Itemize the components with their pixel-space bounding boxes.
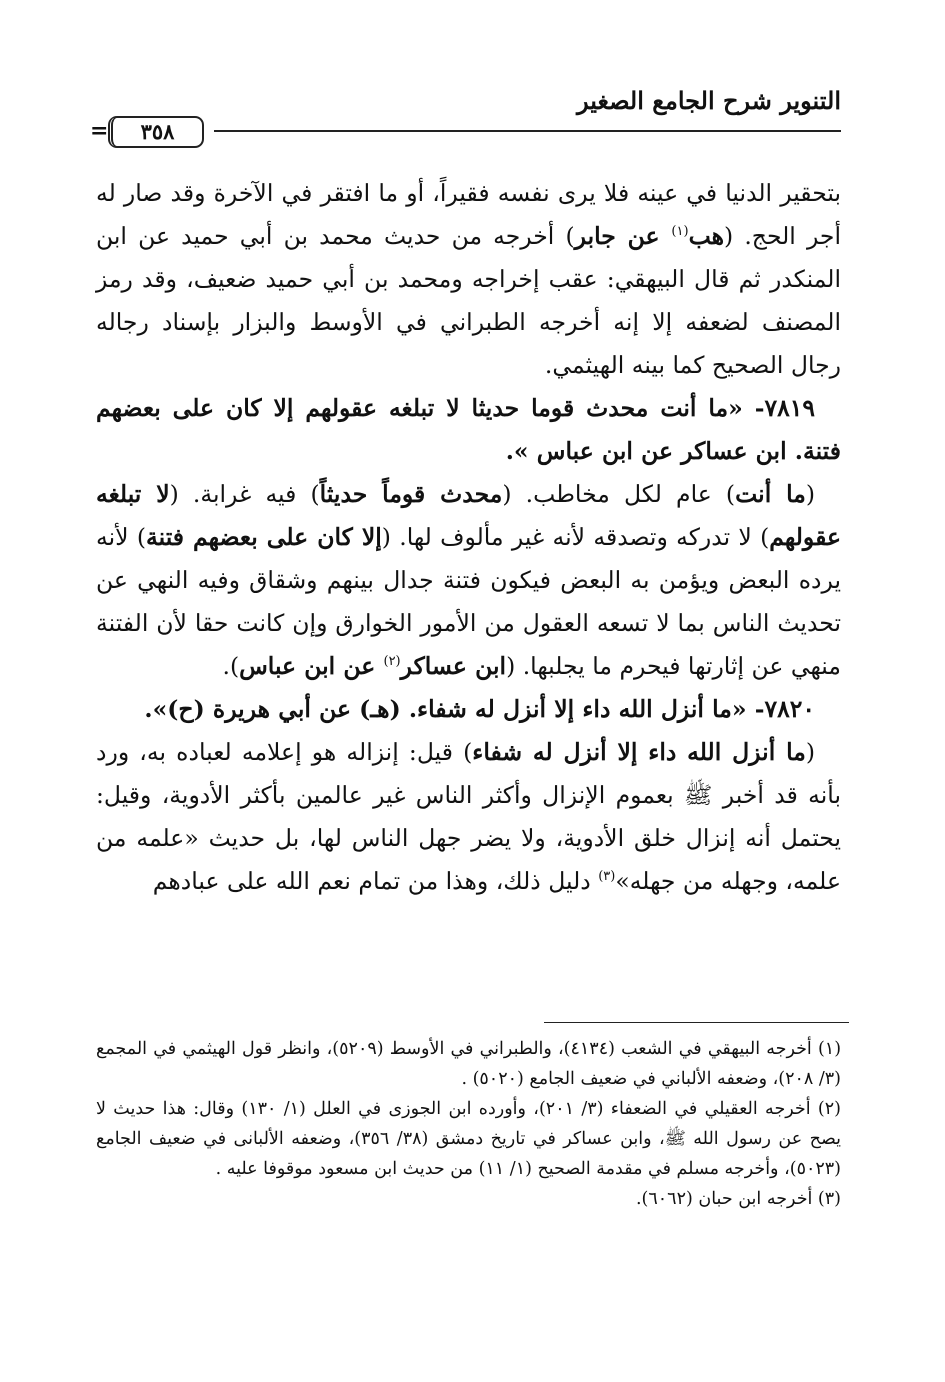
text-run: ) أخرجه من حديث محمد بن أبي حميد عن ابن المنكدر ثم قال البيهقي: عقب إخراجه ومحمد بن أبي حميد ضعيف، وقد رمز المصنف لضعفه إلا إنه أخرجه الطبراني في الأوسط والبزار بإسناد رجاله رجال الصحيح كما بينه الهيثمي. [96, 222, 841, 379]
footnote-ref-2: (٢) [383, 654, 401, 670]
footnote-ref-3: (٣) [598, 869, 616, 885]
paragraph-commentary-7819 [96, 473, 841, 688]
hadith-7820: ٧٨٢٠- «ما أنزل الله داء إلا أنزل له شفاء. (هـ) عن أبي هريرة (ح)». [144, 695, 815, 723]
quoted-phrase: لا تبلغه عقولهم [96, 480, 841, 551]
narrator: عن جابر [574, 222, 672, 250]
quoted-phrase: ما أنت [735, 480, 806, 508]
footnote-2: (٢) أخرجه العقيلي في الضعفاء (٣/ ٢٠١)، وأورده ابن الجوزى في العلل (١/ ١٣٠) وقال: هذا حديث لا يصح عن رسول الله ﷺ، وابن عساكر في تاريخ دمشق (٣٨/ ٣٥٦)، وضعفه الألبانى في ضعيف الجامع (٥٠٢٣)، وأخرجه مسلم في مقدمة الصحيح (١/ ١١) من حديث ابن مسعود موقوفا عليه . [96, 1099, 841, 1179]
main-text [96, 172, 841, 903]
header-rule [214, 130, 841, 132]
narrator: عن ابن عباس [239, 652, 384, 680]
text-run: ) قيل: إنزاله هو إعلامه لعباده به، ورد بأنه قد أخبر ﷺ بعموم الإنزال وأكثر الناس غير عالمين بأكثر الأدوية، وقيل: يحتمل أنه إنزال خلق الأدوية، ولا يضر جهل الناس لها، بل حديث «علمه من علمه، وجهله من جهله» [96, 738, 841, 895]
text-run: بتحقير الدنيا في عينه فلا يرى نفسه فقيراً، أو ما افتقر في الآخرة وقد صار له أجر الحج. ( [96, 179, 841, 250]
page-header [90, 84, 841, 154]
source-code: هب [688, 222, 725, 250]
quoted-phrase: ما أنزل الله داء إلا أنزل له شفاء [472, 738, 806, 766]
quoted-phrase: محدث قوماً حديثاً [319, 480, 503, 508]
text-run: ( [805, 738, 815, 766]
text-run: ( [805, 480, 815, 508]
page-number: ٣٥٨ [108, 116, 204, 148]
hadith-7819: ٧٨١٩- «ما أنت محدث قوما حديثا لا تبلغه عقولهم إلا كان على بعضهم فتنة. ابن عساكر عن ابن عباس ». [96, 394, 841, 465]
footnotes [96, 1034, 841, 1214]
footnote-separator [544, 1022, 849, 1023]
footnote-ref-1: (١) [671, 224, 689, 240]
footnote-1: (١) أخرجه البيهقي في الشعب (٤١٣٤)، والطبراني في الأوسط (٥٢٠٩)، وانظر قول الهيثمي في المجمع (٣/ ٢٠٨)، وضعفه الألباني في ضعيف الجامع (٥٠٢٠) . [96, 1039, 842, 1089]
header-ornament: = [90, 118, 109, 144]
text-run: ) لا تدركه وتصدقه لأنه غير مألوف لها. ( [381, 523, 770, 551]
text-run: دليل ذلك، وهذا من تمام نعم الله على عبادهم [152, 867, 599, 895]
text-run: ) عام لكل مخاطب. ( [502, 480, 736, 508]
text-run: ) فيه غرابة. ( [169, 480, 320, 508]
running-title: التنوير شرح الجامع الصغير [577, 86, 841, 115]
text-run: ) لأنه يرده البعض ويؤمن به البعض فيكون فتنة جدال بينهم وشقاق وفيه النهي عن تحديث الناس بما لا تسعه العقول من الأمور الخوارق وإن كانت حقا لأن الفتنة منهي عن إثارتها فيحرم ما يجلبها. ( [96, 523, 841, 680]
paragraph-commentary-7818 [96, 172, 841, 387]
source-name: ابن عساكر [400, 652, 507, 680]
quoted-phrase: إلا كان على بعضهم فتنة [146, 523, 382, 551]
text-run: ). [222, 652, 240, 680]
paragraph-commentary-7820 [96, 731, 841, 903]
footnote-3: (٣) أخرجه ابن حبان (٦٠٦٢). [635, 1189, 841, 1209]
